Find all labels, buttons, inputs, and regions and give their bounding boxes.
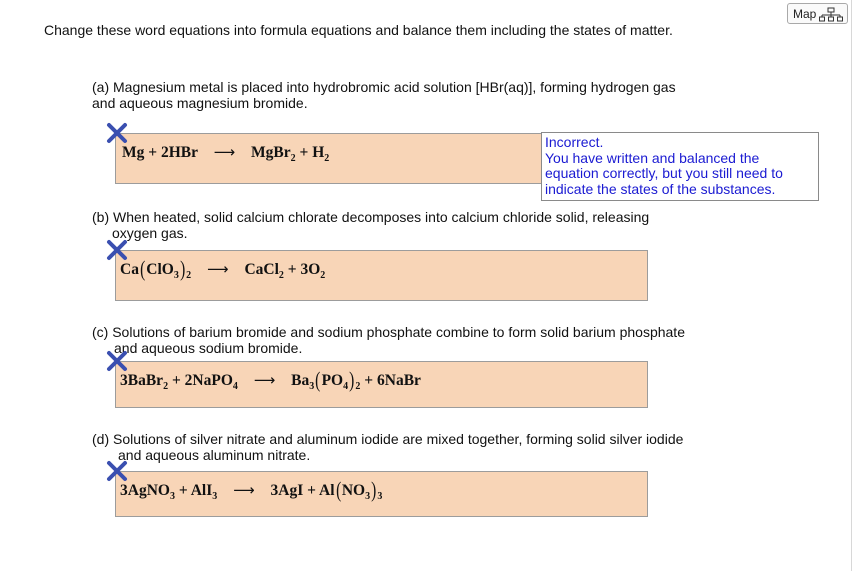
reaction-arrow: ⟶ xyxy=(213,143,236,161)
plus-sign: + xyxy=(171,372,181,389)
reactant: Mg xyxy=(122,144,145,161)
answer-box-c[interactable] xyxy=(115,361,648,408)
plus-sign: + xyxy=(287,261,297,278)
incorrect-x-icon xyxy=(106,239,128,261)
product: $Al(NO_3)_3$ xyxy=(319,477,383,502)
reactant: 3BaBr$_2$ xyxy=(120,372,169,392)
reactant: 2NaPO$_4$ xyxy=(184,372,238,392)
question-c xyxy=(92,324,685,356)
product: 6NaBr xyxy=(377,372,421,389)
product: $3O_2$ xyxy=(300,261,326,281)
question-a-line2: and aqueous magnesium bromide. xyxy=(92,95,308,111)
product: CaCl$_2$ xyxy=(244,261,284,281)
equation-d xyxy=(120,477,383,502)
plus-sign: + xyxy=(364,372,374,389)
answer-box-d[interactable] xyxy=(115,471,648,517)
plus-sign: + xyxy=(307,482,316,499)
question-b-line2: oxygen gas. xyxy=(112,225,188,241)
product: 3AgI xyxy=(270,482,304,499)
sitemap-icon xyxy=(819,7,843,22)
question-c-line1: (c) Solutions of barium bromide and sodium phosphate combine to form solid barium phosphate xyxy=(92,324,685,340)
plus-sign: + xyxy=(178,482,188,499)
equation-b xyxy=(120,256,326,281)
reactant: 2HBr xyxy=(160,144,198,161)
product: $H_2$ xyxy=(312,144,330,164)
question-b xyxy=(92,209,649,241)
map-button-label: Map xyxy=(793,7,817,21)
question-b-line1: (b) When heated, solid calcium chlorate decomposes into calcium chloride solid, releasing xyxy=(92,209,650,225)
product: MgBr$_2$ xyxy=(251,144,296,164)
plus-sign: + xyxy=(299,144,309,161)
reactant: 3AgNO$_3$ xyxy=(120,482,175,502)
incorrect-x-icon xyxy=(106,460,128,482)
instruction-text: Change these word equations into formula equations and balance them including the states of matter. xyxy=(44,22,673,38)
product: $Ba_3(PO_4)_2$ xyxy=(291,367,361,392)
equation-a xyxy=(122,143,329,162)
map-button[interactable] xyxy=(787,3,848,24)
answer-box-b[interactable] xyxy=(115,250,648,301)
question-d xyxy=(92,431,683,463)
question-c-line2: and aqueous sodium bromide. xyxy=(114,340,303,356)
reaction-arrow: ⟶ xyxy=(233,481,255,499)
question-a xyxy=(92,79,676,111)
question-d-line1: (d) Solutions of silver nitrate and aluminum iodide are mixed together, forming solid silver iodide xyxy=(92,431,684,447)
incorrect-x-icon xyxy=(106,122,128,144)
question-d-line2: and aqueous aluminum nitrate. xyxy=(118,447,311,463)
feedback-popup xyxy=(541,132,819,201)
answer-box-a[interactable] xyxy=(115,133,551,184)
reactant: $Ca(ClO_3)_2$ xyxy=(120,256,192,281)
page-right-border xyxy=(851,0,852,571)
question-a-line1: (a) Magnesium metal is placed into hydrobromic acid solution [HBr(aq)], forming hydrogen gas xyxy=(92,79,676,95)
plus-sign: + xyxy=(148,144,158,161)
reactant: AlI$_3$ xyxy=(190,482,218,502)
reaction-arrow: ⟶ xyxy=(253,371,276,389)
reaction-arrow: ⟶ xyxy=(207,260,229,278)
feedback-message: You have written and balanced the equation correctly, but you still need to indicate the states of the substances. xyxy=(545,149,783,197)
equation-c xyxy=(120,367,421,392)
feedback-title: Incorrect. xyxy=(545,134,604,150)
incorrect-x-icon xyxy=(106,350,128,372)
